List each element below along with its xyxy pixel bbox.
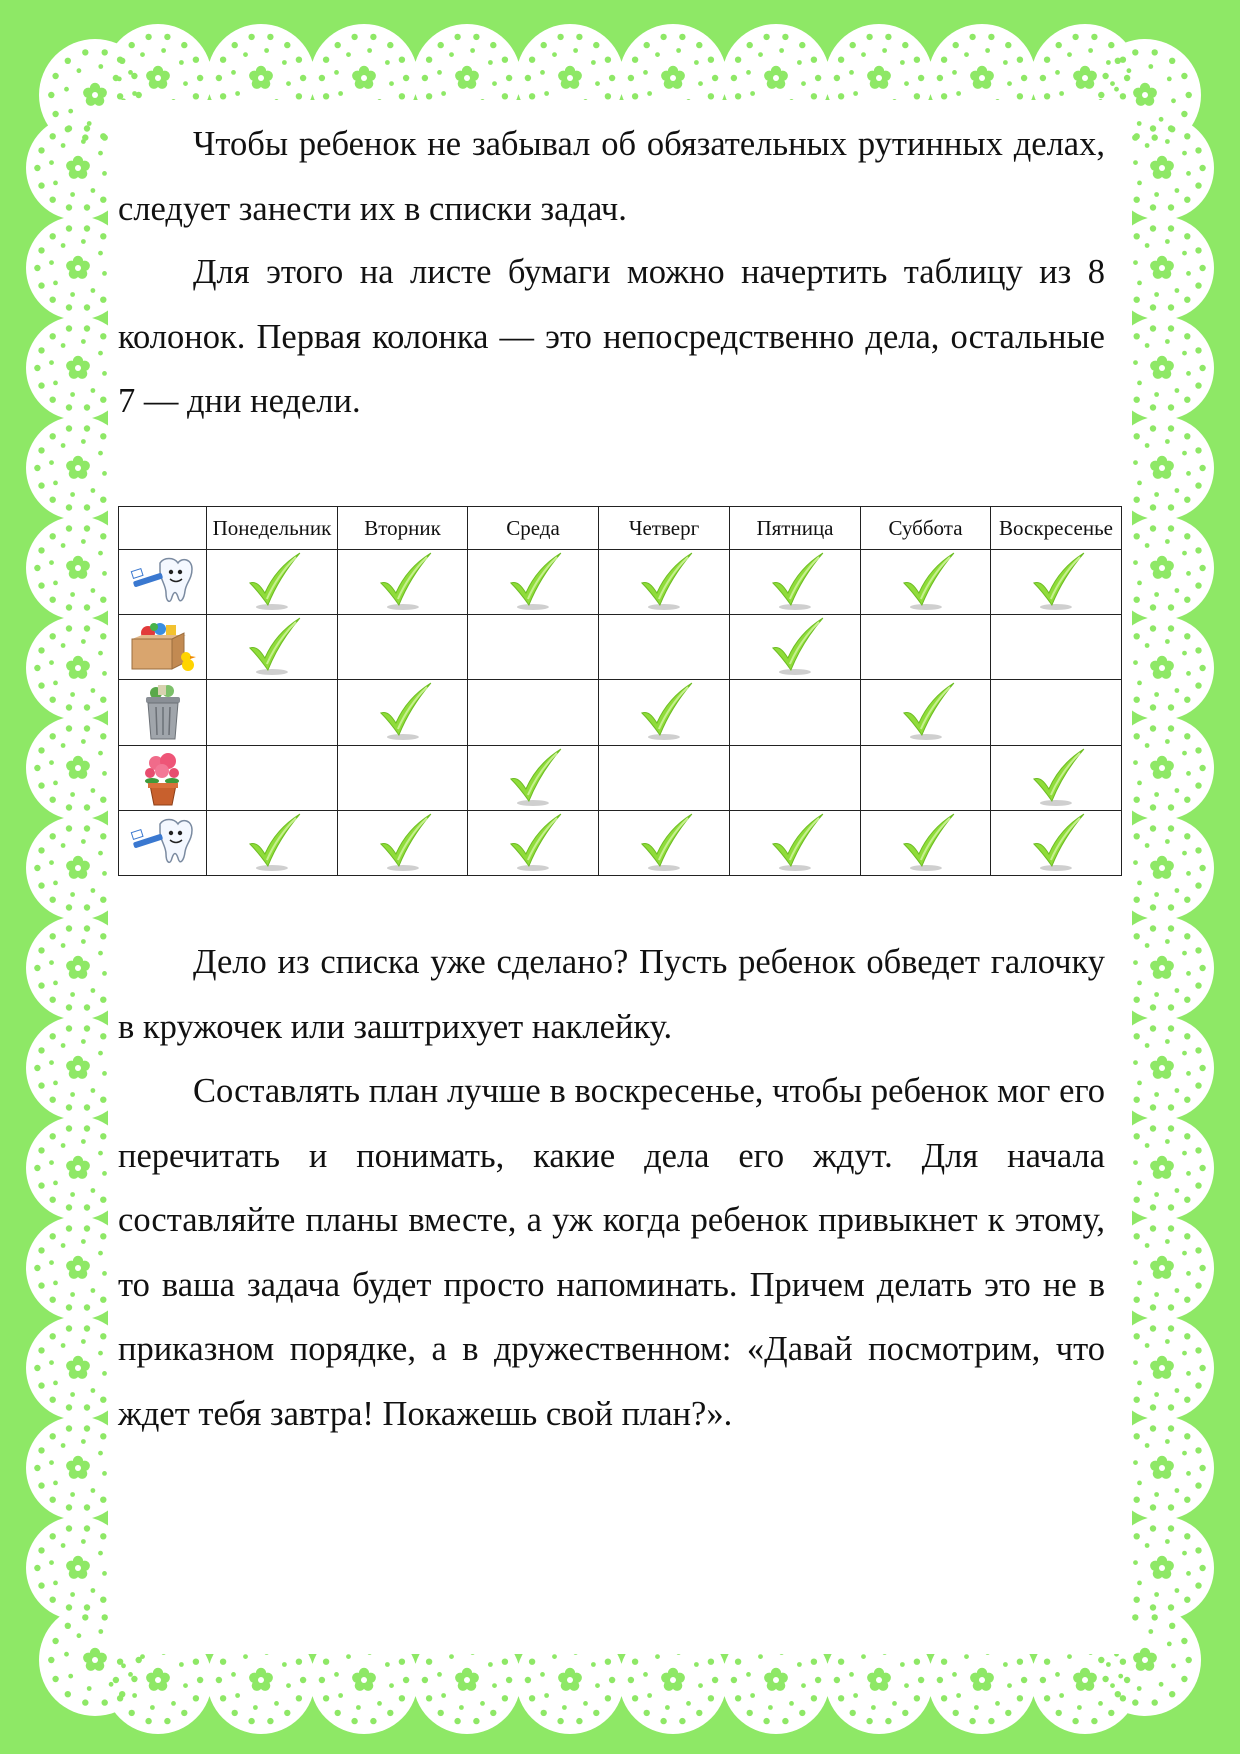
day-cell [730,745,861,810]
header-day: Воскресенье [991,507,1122,550]
tooth-brushing-icon [119,816,206,870]
day-cell [861,745,991,810]
header-day: Суббота [861,507,991,550]
paragraph-2: Для этого на листе бумаги можно начертить таблицу из 8 колонок. Первая колонка — это непосредственно дела, остальные 7 — дни недели. [118,253,1105,420]
paragraph-1: Чтобы ребенок не забывал об обязательных рутинных делах, следует занести их в списки задач. [118,125,1105,228]
day-cell [468,615,599,680]
day-cell [599,810,730,875]
paragraph-3: Дело из списка уже сделано? Пусть ребенок обведет галочку в кружочек или заштрихует наклейку. [118,943,1105,1046]
day-cell [730,615,861,680]
chore-icon-cell [119,810,207,875]
day-cell [468,680,599,745]
check-mark-icon [638,551,696,613]
table-row [119,680,1122,745]
table-row [119,745,1122,810]
chore-icon-cell [119,615,207,680]
day-cell [338,810,468,875]
day-cell [599,615,730,680]
check-mark-icon [899,681,957,743]
day-cell [338,745,468,810]
chore-icon-cell [119,550,207,615]
table-header-row [119,507,1122,550]
header-day: Среда [468,507,599,550]
trash-can-icon [119,683,206,741]
day-cell [207,745,338,810]
day-cell [599,680,730,745]
header-day: Четверг [599,507,730,550]
day-cell [468,745,599,810]
day-cell [991,810,1122,875]
chore-icon-cell [119,745,207,810]
check-mark-icon [638,681,696,743]
check-mark-icon [1030,551,1088,613]
table-row [119,550,1122,615]
day-cell [338,550,468,615]
check-mark-icon [246,812,304,874]
day-cell [207,615,338,680]
check-mark-icon [246,616,304,678]
check-mark-icon [899,551,957,613]
day-cell [207,810,338,875]
check-mark-icon [899,812,957,874]
check-mark-icon [507,812,565,874]
day-cell [730,810,861,875]
day-cell [468,810,599,875]
day-cell [730,550,861,615]
check-mark-icon [1030,747,1088,809]
day-cell [991,550,1122,615]
check-mark-icon [376,551,434,613]
table-row [119,615,1122,680]
chore-table [118,506,1122,876]
day-cell [338,615,468,680]
day-cell [991,615,1122,680]
day-cell [599,550,730,615]
day-cell [861,615,991,680]
day-cell [861,680,991,745]
day-cell [861,550,991,615]
header-chore-column [119,507,207,550]
day-cell [338,680,468,745]
day-cell [991,680,1122,745]
day-cell [207,680,338,745]
chore-icon-cell [119,680,207,745]
check-mark-icon [376,681,434,743]
check-mark-icon [507,747,565,809]
header-day: Понедельник [207,507,338,550]
day-cell [730,680,861,745]
check-mark-icon [376,812,434,874]
check-mark-icon [769,812,827,874]
tooth-brushing-icon [119,555,206,609]
check-mark-icon [507,551,565,613]
day-cell [599,745,730,810]
day-cell [991,745,1122,810]
check-mark-icon [769,551,827,613]
header-day: Вторник [338,507,468,550]
check-mark-icon [638,812,696,874]
day-cell [468,550,599,615]
toy-box-icon [119,619,206,675]
potted-flower-icon [119,749,206,807]
check-mark-icon [769,616,827,678]
paragraph-4: Составлять план лучше в воскресенье, чтобы ребенок мог его перечитать и понимать, какие дела его ждут. Для начала составляйте планы вместе, а уж когда ребенок привыкнет к этому, то ваша задача будет просто напоминать. Причем делать это не в приказном порядке, а в дружественном: «Давай посмотрим, что ждет тебя завтра! Покажешь свой план?». [118,1072,1105,1433]
day-cell [207,550,338,615]
check-mark-icon [1030,812,1088,874]
header-day: Пятница [730,507,861,550]
table-row [119,810,1122,875]
day-cell [861,810,991,875]
check-mark-icon [246,551,304,613]
